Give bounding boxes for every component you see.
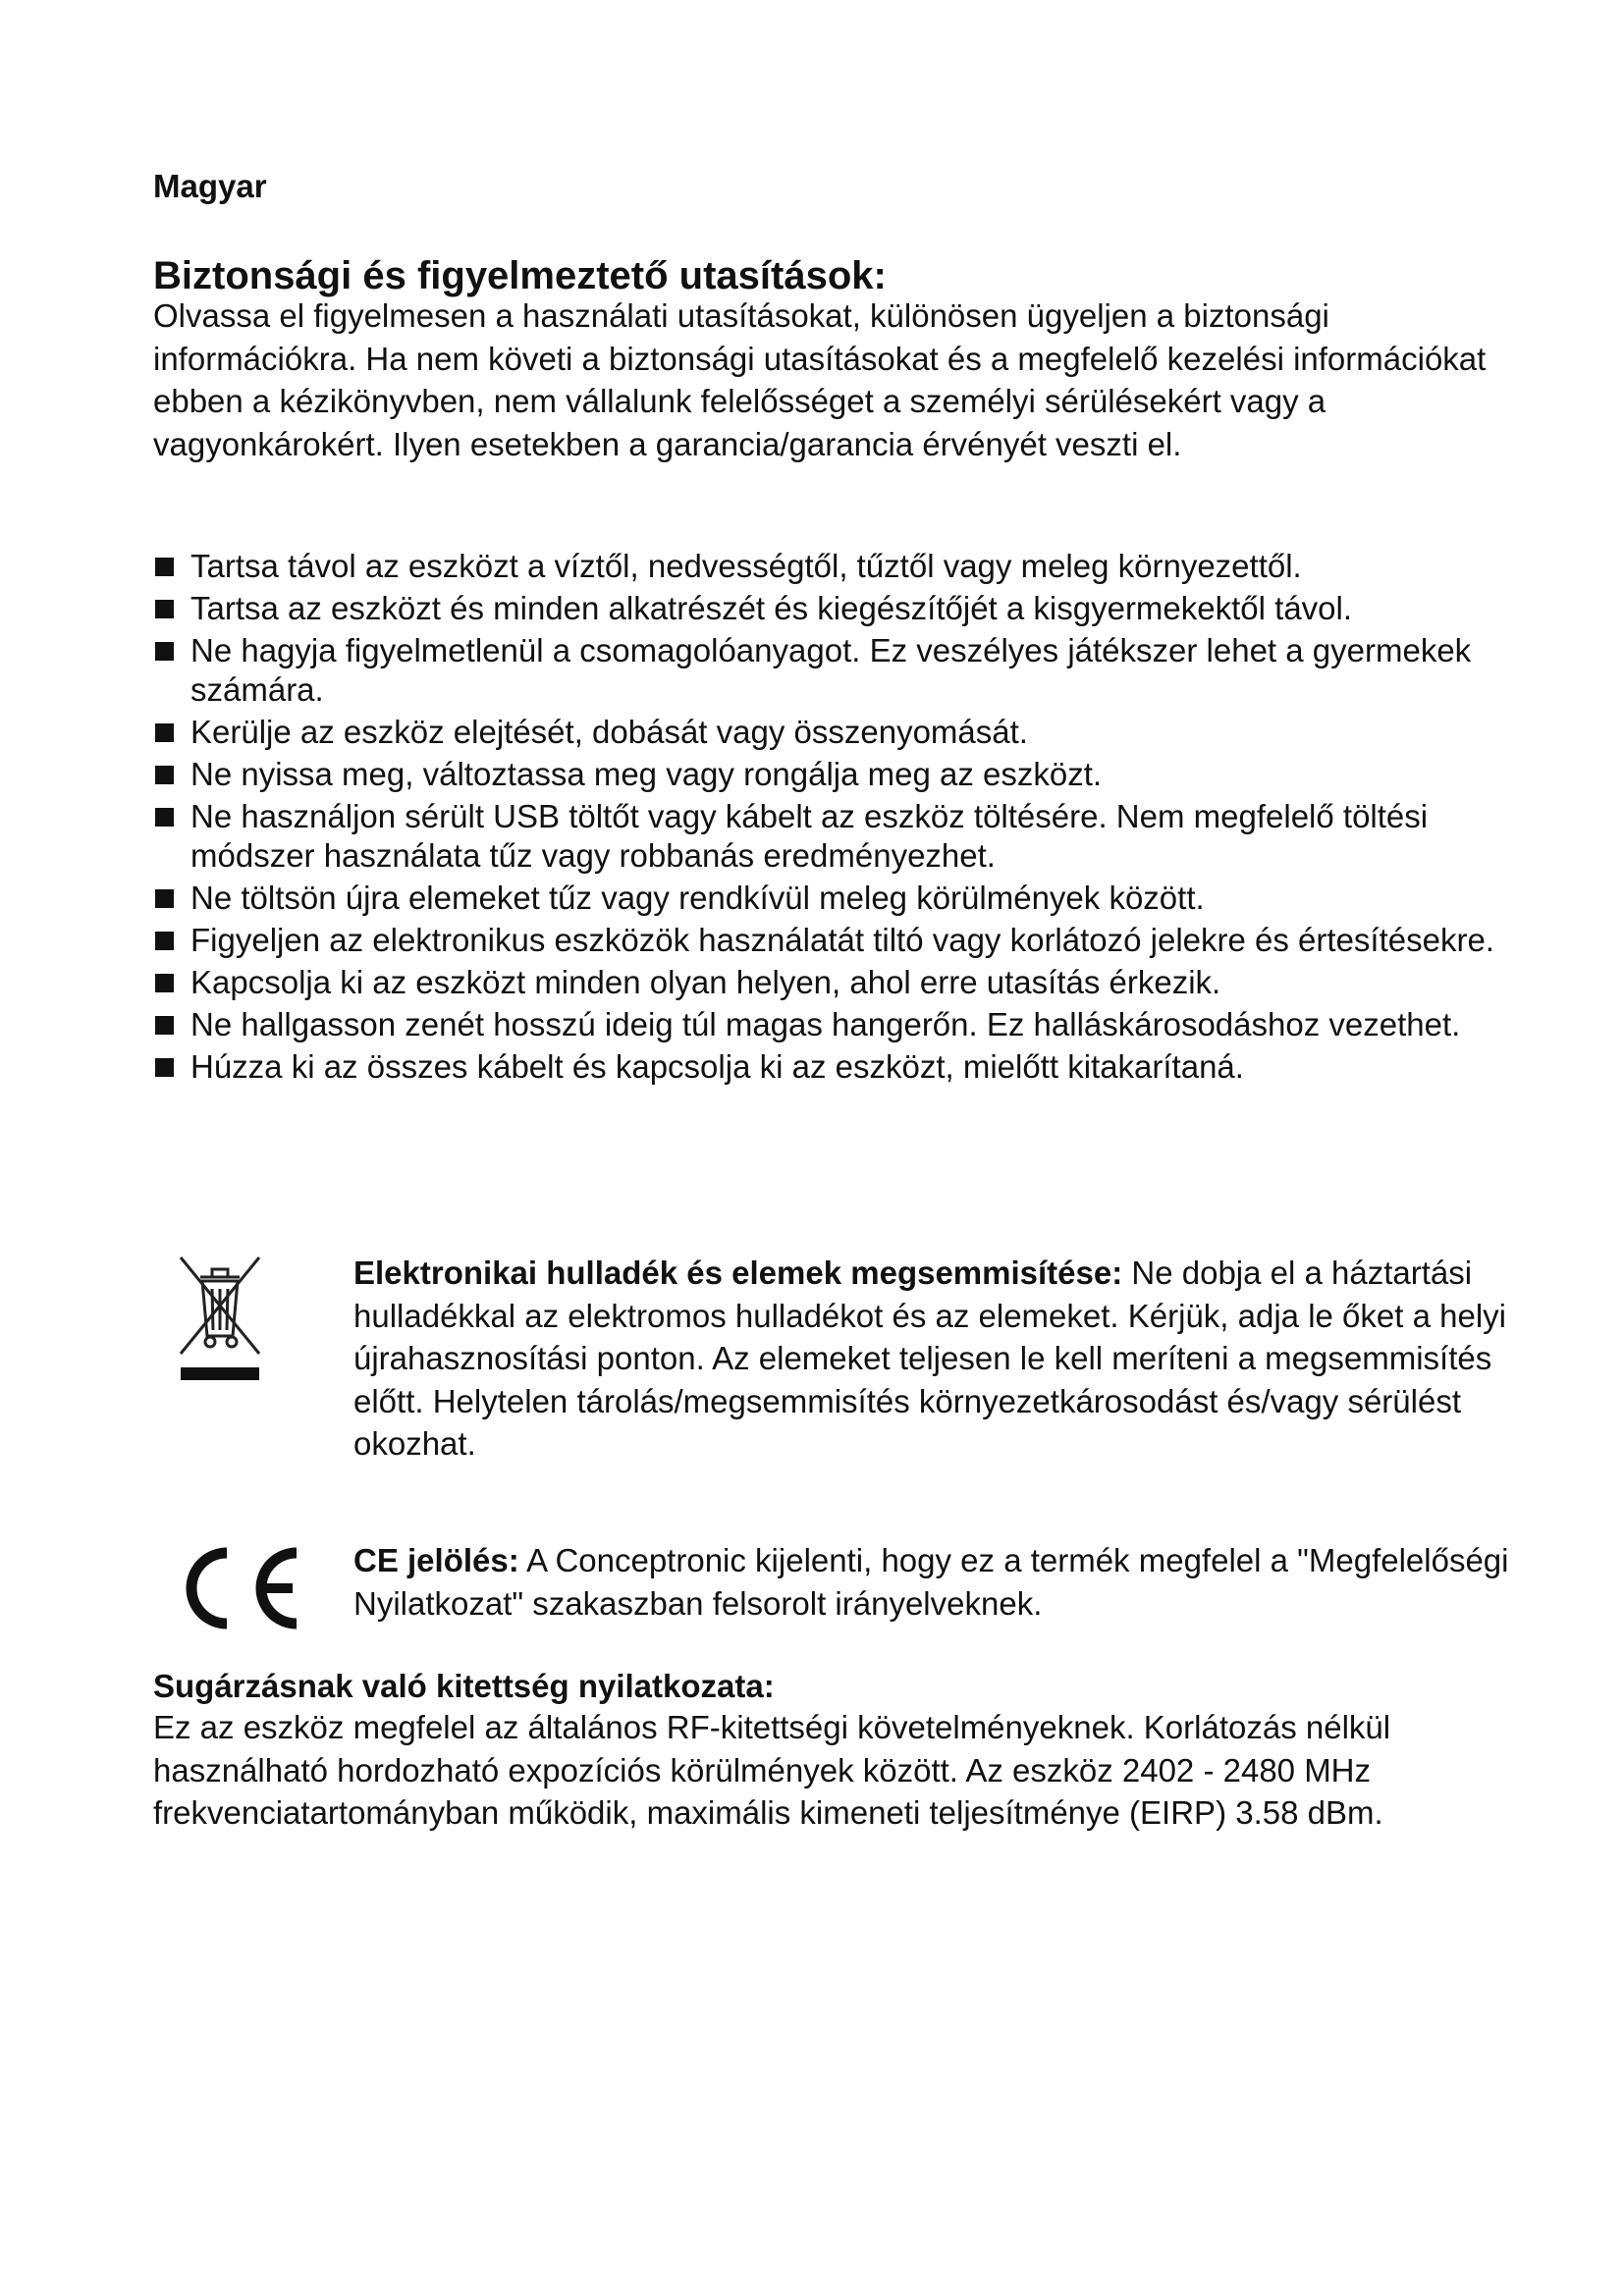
bullet-square-icon <box>155 600 174 618</box>
safety-bullet <box>153 589 1528 628</box>
weee-crossed-bin-icon <box>173 1252 267 1389</box>
safety-bullet-text: Ne használjon sérült USB töltőt vagy kábelt az eszköz töltésére. Nem megfelelő töltési módszer használata tűz vagy robbanás eredményezhet. <box>190 798 1429 874</box>
safety-bullet <box>153 1005 1528 1044</box>
safety-bullet <box>153 755 1528 794</box>
safety-bullet <box>153 547 1528 586</box>
safety-bullet-text: Húzza ki az összes kábelt és kapcsolja ki az eszközt, mielőtt kitakarítaná. <box>190 1048 1244 1085</box>
bullet-square-icon <box>155 808 174 827</box>
bullet-square-icon <box>155 889 174 908</box>
bullet-square-icon <box>155 766 174 784</box>
ce-body: A Conceptronic kijelenti, hogy ez a termék megfelel a "Megfelelőségi Nyilatkozat" szakaszban felsorolt irányelveknek. <box>353 1542 1509 1622</box>
safety-bullet-text: Ne hallgasson zenét hosszú ideig túl magas hangerőn. Ez halláskárosodáshoz vezethet. <box>190 1006 1461 1042</box>
ce-mark-icon <box>173 1539 310 1637</box>
bullet-square-icon <box>155 1016 174 1035</box>
safety-bullet-text: Kapcsolja ki az eszközt minden olyan helyen, ahol erre utasítás érkezik. <box>190 964 1221 1000</box>
safety-bullet <box>153 631 1528 710</box>
weee-body: Ne dobja el a háztartási hulladékkal az elektromos hulladékot és az elemeket. Kérjük, adja le őket a helyi újrahasznosítási ponton. Az elemeket teljesen le kell meríteni a megsemmisítés előtt. Helytelen tárolás/megsemmisítés környezetkárosodást és/vagy sérülést okozhat. <box>353 1255 1506 1462</box>
safety-title: Biztonsági és figyelmeztető utasítások: <box>153 254 887 297</box>
bullet-square-icon <box>155 723 174 742</box>
bullet-square-icon <box>155 1058 174 1077</box>
safety-bullet-text: Ne töltsön újra elemeket tűz vagy rendkívül meleg körülmények között. <box>190 880 1205 916</box>
language-heading: Magyar <box>153 168 267 204</box>
bullet-square-icon <box>155 932 174 950</box>
safety-bullet <box>153 963 1528 1002</box>
safety-bullet <box>153 797 1528 876</box>
bullet-square-icon <box>155 558 174 576</box>
safety-bullet <box>153 879 1528 918</box>
safety-bullet <box>153 921 1528 960</box>
weee-heading: Elektronikai hulladék és elemek megsemmisítése: <box>353 1255 1123 1291</box>
safety-bullet-text: Tartsa az eszközt és minden alkatrészét és kiegészítőjét a kisgyermekektől távol. <box>190 590 1353 626</box>
weee-text <box>353 1252 1512 1466</box>
rf-exposure-body: Ez az eszköz megfelel az általános RF-kitettségi követelményeknek. Korlátozás nélkül használható hordozható expozíciós körülmények között. Az eszköz 2402 - 2480 MHz frekvenciatartományban működik, maximális kimeneti teljesítménye (EIRP) 3.58 dBm. <box>153 1709 1391 1831</box>
safety-intro: Olvassa el figyelmesen a használati utasításokat, különösen ügyeljen a biztonsági információkra. Ha nem követi a biztonsági utasításokat és a megfelelő kezelési információkat ebben a kézikönyvben, nem vállalunk felelősséget a személyi sérülésekért vagy a vagyonkárokért. Ilyen esetekben a garancia/garancia érvényét veszti el. <box>153 297 1487 462</box>
safety-bullet-list <box>153 547 1528 1090</box>
safety-bullet-text: Figyeljen az elektronikus eszközök használatát tiltó vagy korlátozó jelekre és értesítésekre. <box>190 922 1494 958</box>
safety-bullet <box>153 1047 1528 1087</box>
ce-text <box>353 1539 1512 1625</box>
rf-exposure-title: Sugárzásnak való kitettség nyilatkozata: <box>153 1668 775 1704</box>
safety-bullet-text: Tartsa távol az eszközt a víztől, nedvességtől, tűztől vagy meleg környezettől. <box>190 548 1302 584</box>
bullet-square-icon <box>155 642 174 661</box>
bullet-square-icon <box>155 974 174 992</box>
safety-bullet-text: Ne nyissa meg, változtassa meg vagy rongálja meg az eszközt. <box>190 756 1103 792</box>
ce-heading: CE jelölés: <box>353 1542 519 1578</box>
safety-bullet <box>153 713 1528 752</box>
safety-bullet-text: Ne hagyja figyelmetlenül a csomagolóanyagot. Ez veszélyes játékszer lehet a gyermekek számára. <box>190 632 1472 708</box>
safety-bullet-text: Kerülje az eszköz elejtését, dobását vagy összenyomását. <box>190 714 1028 750</box>
